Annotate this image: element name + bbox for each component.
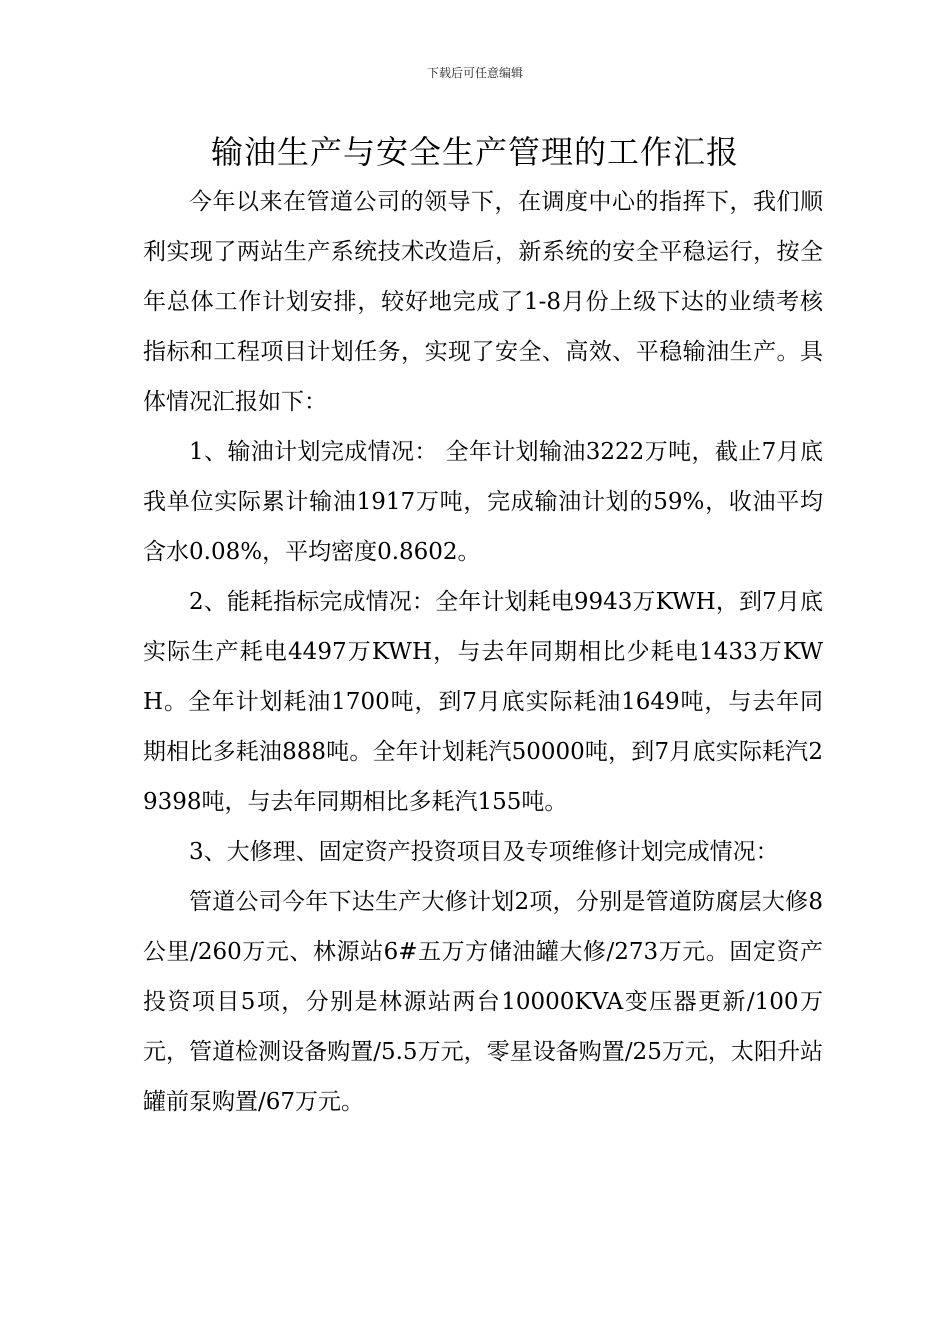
paragraph-overhaul-details: 管道公司今年下达生产大修计划2项，分别是管道防腐层大修8公里/260万元、林源站6#五万方储油罐大修/273万元。固定资产投资项目5项，分别是林源站两台10000KVA变压器更新/100万元，管道检测设备购置/5.5万元，零星设备购置/25万元，太阳升站罐前泵购置/67万元。 — [143, 889, 823, 1115]
paragraph-intro: 今年以来在管道公司的领导下，在调度中心的指挥下，我们顺利实现了两站生产系统技术改造后，新系统的安全平稳运行，按全年总体工作计划安排，较好地完成了1-8月份上级下达的业绩考核指标和工程项目计划任务，实现了安全、高效、平稳输油生产。具体情况汇报如下： — [143, 189, 823, 415]
paragraph-oil-transport-plan: 1、输油计划完成情况： 全年计划输油3222万吨，截止7月底我单位实际累计输油1917万吨，完成输油计划的59%，收油平均含水0.08%，平均密度0.8602。 — [143, 439, 823, 565]
document-title: 输油生产与安全生产管理的工作汇报 — [210, 133, 739, 171]
document-body — [143, 177, 823, 1127]
paragraph-overhaul-heading: 3、大修理、固定资产投资项目及专项维修计划完成情况： — [189, 839, 779, 865]
header-note: 下载后可任意编辑 — [426, 66, 523, 80]
paragraph-energy-consumption: 2、能耗指标完成情况：全年计划耗电9943万KWH，到7月底实际生产耗电4497万KWH，与去年同期相比少耗电1433万KWH。全年计划耗油1700吨，到7月底实际耗油1649吨，与去年同期相比多耗油888吨。全年计划耗汽50000吨，到7月底实际耗汽29398吨，与去年同期相比多耗汽155吨。 — [143, 589, 823, 815]
